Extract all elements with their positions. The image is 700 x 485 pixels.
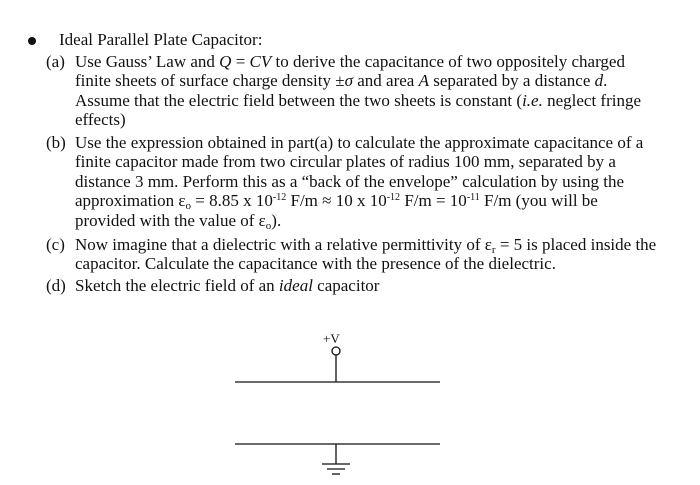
part-b-line-1: Use the expression obtained in part(a) to calculate the approximate capacitance of a: [75, 133, 644, 152]
voltage-label: +V: [323, 331, 340, 346]
part-c-line-1: Now imagine that a dielectric with a relative permittivity of $\varepsilon_r = 5$ is placed inside the: [75, 235, 657, 256]
part-d-line-1: Sketch the electric field of an ideal capacitor: [75, 276, 380, 295]
part-a-line-3: Assume that the electric field between the two sheets is constant (i.e. neglect fringe: [75, 90, 642, 110]
part-b-line-3: distance 3 mm. Perform this as a “back of the envelope” calculation by using the: [75, 171, 625, 191]
part-c-label: (c): [46, 235, 65, 254]
part-a-line-4: effects): [75, 110, 126, 130]
part-b-line-2: finite capacitor made from two circular plates of radius 100 mm, separated by a: [75, 152, 616, 172]
part-d-label: (d): [46, 276, 66, 295]
part-b-label: (b): [46, 133, 66, 152]
ground-icon: [322, 464, 350, 474]
part-b-line-4: approximation $\varepsilon_o = 8.85$ x $10^{-12}$ F/m ≈ 10 x $10^{-12}$ $F/m = 10^{-11}$ F/m (you will be: [75, 191, 598, 213]
part-c-line-2: capacitor. Calculate the capacitance with the presence of the dielectric.: [75, 254, 556, 274]
part-a-label: (a): [46, 52, 65, 71]
part-b-line-5: provided with the value of $\varepsilon_o$).: [75, 210, 282, 232]
terminal-circle: [332, 347, 340, 355]
problem-heading: Ideal Parallel Plate Capacitor:: [59, 30, 263, 49]
part-a-line-1: Use Gauss’ Law and Q = CV to derive the capacitance of two oppositely charged: [75, 52, 625, 71]
part-a-line-2: finite sheets of surface charge density ±σ and area A separated by a distance d.: [75, 71, 608, 91]
